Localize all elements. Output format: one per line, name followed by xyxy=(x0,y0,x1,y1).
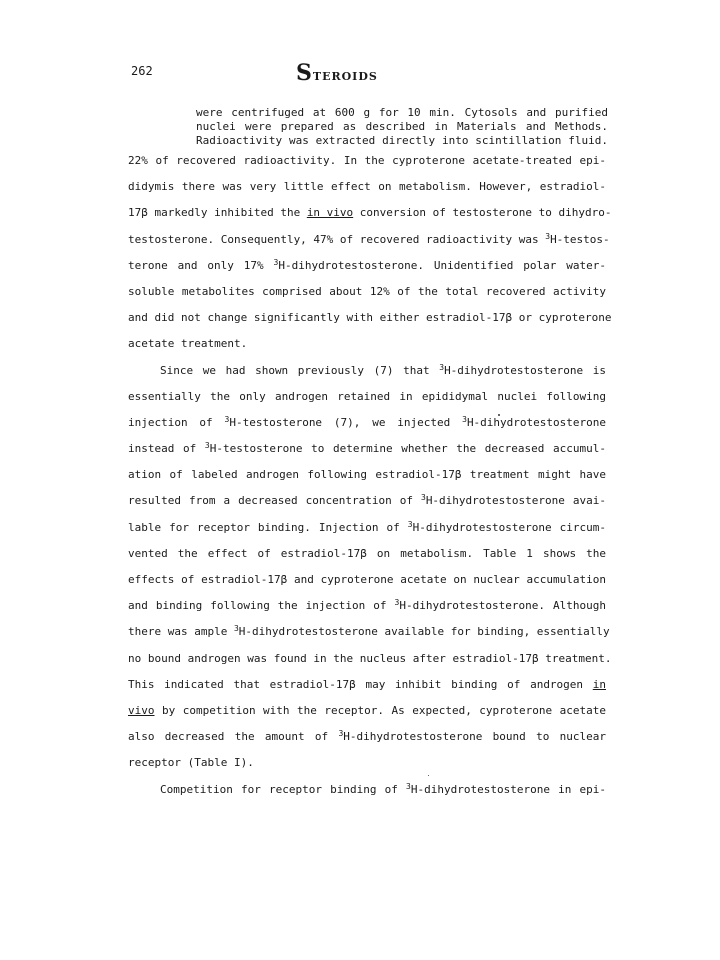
text-span: and binding following the injection of xyxy=(128,599,395,613)
text-span: instead of xyxy=(128,442,205,456)
text-line xyxy=(128,440,606,466)
isotope-superscript: 3 xyxy=(204,441,210,451)
text-line: receptor (Table I). xyxy=(128,756,254,770)
text-span: H-dihydrotestosterone is xyxy=(444,363,606,377)
caption-line: Radioactivity was extracted directly into scintillation fluid. xyxy=(196,134,608,147)
text-line: effects of estradiol-17β and cyproterone acetate on nuclear accumulation xyxy=(128,573,606,586)
text-line: essentially the only androgen retained in epididymal nuclei following xyxy=(128,389,606,403)
text-line xyxy=(128,414,606,440)
text-line: acetate treatment. xyxy=(128,337,248,351)
text-line xyxy=(128,623,610,649)
italic-term: vivo xyxy=(128,703,155,717)
text-span: H-dihydrotestosterone circum- xyxy=(412,520,607,534)
text-span: H-dihydrotestosterone in epi- xyxy=(410,782,606,796)
text-span: H-dihydrotestosterone xyxy=(466,415,607,429)
text-line: and did not change significantly with either estradiol-17β or cyproterone xyxy=(128,311,612,325)
text-line xyxy=(128,231,610,257)
speck-mark xyxy=(428,775,429,776)
text-line: ation of labeled androgen following estradiol-17β treatment might have xyxy=(128,468,606,482)
italic-term: in vivo xyxy=(306,206,354,220)
text-span: 17β markedly inhibited the xyxy=(128,206,307,220)
caption-line: nuclei were prepared as described in Materials and Methods. xyxy=(196,120,608,133)
text-span: injection of xyxy=(128,415,225,429)
text-line xyxy=(128,492,606,518)
text-line: vented the effect of estradiol-17β on metabolism. Table 1 shows the xyxy=(128,546,606,560)
text-span: Competition for receptor binding of xyxy=(160,782,407,796)
caption-line: were centrifuged at 600 g for 10 min. Cytosols and purified xyxy=(196,106,608,119)
text-span: also decreased the amount of xyxy=(128,730,339,744)
text-span: Since we had shown previously (7) that xyxy=(160,363,440,377)
text-line: soluble metabolites comprised about 12% of the total recovered activity xyxy=(128,284,606,298)
isotope-superscript: 3 xyxy=(338,729,344,739)
text-line: no bound androgen was found in the nucleus after estradiol-17β treatment. xyxy=(128,651,612,665)
text-line: 22% of recovered radioactivity. In the cyproterone acetate-treated epi- xyxy=(128,154,606,167)
text-span: H-dihydrotestosterone available for binding, essentially xyxy=(238,625,610,639)
speck-mark xyxy=(498,414,500,416)
text-span: terone and only 17% xyxy=(128,258,274,272)
text-span: H-dihydrotestosterone. Unidentified polar water- xyxy=(278,258,606,272)
text-span: H-dihydrotestosterone. Although xyxy=(399,599,606,613)
isotope-superscript: 3 xyxy=(545,231,551,241)
text-span: testosterone. Consequently, 47% of recovered radioactivity was xyxy=(128,232,546,246)
isotope-superscript: 3 xyxy=(439,362,445,372)
journal-title-initial: S xyxy=(296,60,313,86)
text-span: H-testosterone (7), we injected xyxy=(229,415,463,429)
text-span: H-dihydrotestosterone avai- xyxy=(425,494,606,508)
paragraph-start-line xyxy=(128,781,606,807)
text-span: H-dihydrotestosterone bound to nuclear xyxy=(343,730,606,744)
isotope-superscript: 3 xyxy=(407,519,413,529)
text-span: there was ample xyxy=(128,625,234,639)
italic-term: in xyxy=(592,677,606,691)
text-line xyxy=(128,519,606,545)
text-line xyxy=(128,676,606,702)
text-span: by competition with the receptor. As expected, cyproterone acetate xyxy=(154,703,606,717)
page-number: 262 xyxy=(131,64,153,78)
table-caption-note xyxy=(196,106,608,148)
text-line xyxy=(128,597,606,623)
text-line: didymis there was very little effect on metabolism. However, estradiol- xyxy=(128,180,606,194)
text-span: conversion of testosterone to dihydro- xyxy=(353,206,612,220)
paragraph-start-line xyxy=(128,362,606,388)
text-line xyxy=(128,728,606,754)
body-text xyxy=(128,152,612,807)
text-span: H-testos- xyxy=(550,232,610,246)
isotope-superscript: 3 xyxy=(233,624,239,634)
isotope-superscript: 3 xyxy=(462,414,467,424)
text-line xyxy=(128,702,606,728)
journal-title-rest: TEROIDS xyxy=(312,70,378,83)
text-line xyxy=(128,257,606,283)
text-span: H-testosterone to determine whether the decreased accumul- xyxy=(209,442,606,456)
isotope-superscript: 3 xyxy=(273,257,279,267)
text-span: resulted from a decreased concentration of xyxy=(128,494,421,508)
journal-title xyxy=(296,60,378,86)
text-line xyxy=(128,204,612,230)
text-span: lable for receptor binding. Injection of xyxy=(128,520,408,534)
isotope-superscript: 3 xyxy=(394,598,400,608)
text-span: This indicated that estradiol-17β may inhibit binding of androgen xyxy=(128,677,593,691)
isotope-superscript: 3 xyxy=(224,414,230,424)
isotope-superscript: 3 xyxy=(420,493,426,503)
isotope-superscript: 3 xyxy=(406,781,411,791)
